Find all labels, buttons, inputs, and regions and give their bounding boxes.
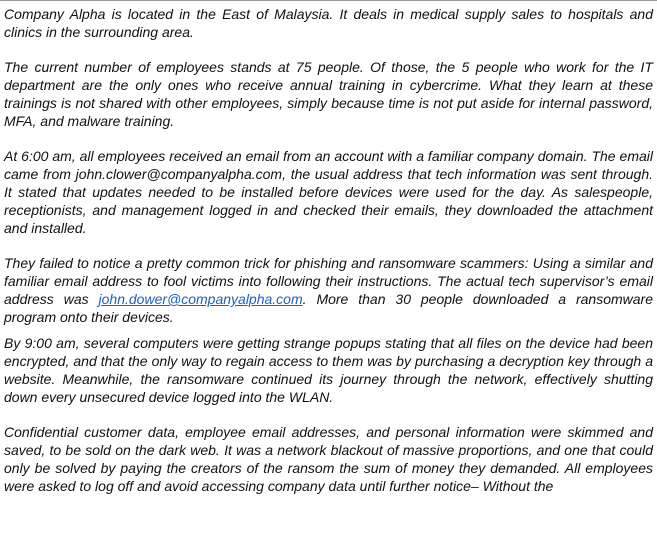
paragraph-phishing-trick (4, 254, 653, 326)
paragraph-company-intro: Company Alpha is located in the East of Malaysia. It deals in medical supply sales to hospitals and clinics in the surrounding area. (4, 6, 653, 40)
paragraph-phishing-trick-after: . More than 30 people downloaded a ransomware program onto their devices. (4, 291, 653, 325)
top-border (0, 0, 657, 1)
paragraph-employees: The current number of employees stands at 75 people. Of those, the 5 people who work for the IT department are the only ones who receive annual training in cybercrime. What they learn at these trainings is not shared with other employees, simply because time is not put aside for internal password, MFA, and malware training. (4, 59, 653, 129)
paragraph-ransomware-spread: By 9:00 am, several computers were getting strange popups stating that all files on the device had been encrypted, and that the only way to regain access to them was by purchasing a decryption key through a website. Meanwhile, the ransomware continued its journey through the network, effectively shutting down every unsecured device logged into the WLAN. (4, 335, 653, 405)
paragraph-email-incident: At 6:00 am, all employees received an email from an account with a familiar company domain. The email came from john.clower@companyalpha.com, the usual address that tech information was sent through. It stated that updates needed to be installed before devices were used for the day. As salespeople, receptionists, and management logged in and checked their emails, they downloaded the attachment and installed. (4, 148, 653, 236)
paragraph-data-breach: Confidential customer data, employee email addresses, and personal information were skimmed and saved, to be sold on the dark web. It was a network blackout of massive proportions, and one that could only be solved by paying the creators of the ransom the sum of money they demanded. All employees were asked to log off and avoid accessing company data until further notice– Without the (4, 424, 653, 494)
document-body (4, 5, 653, 512)
email-link[interactable]: john.dower@companyalpha.com (98, 291, 303, 307)
paragraph-phishing-trick-before: They failed to notice a pretty common trick for phishing and ransomware scammers: Using a similar and familiar email address to fool victims into following their instructions. The actual tech supervisor’s email address was (4, 255, 653, 307)
